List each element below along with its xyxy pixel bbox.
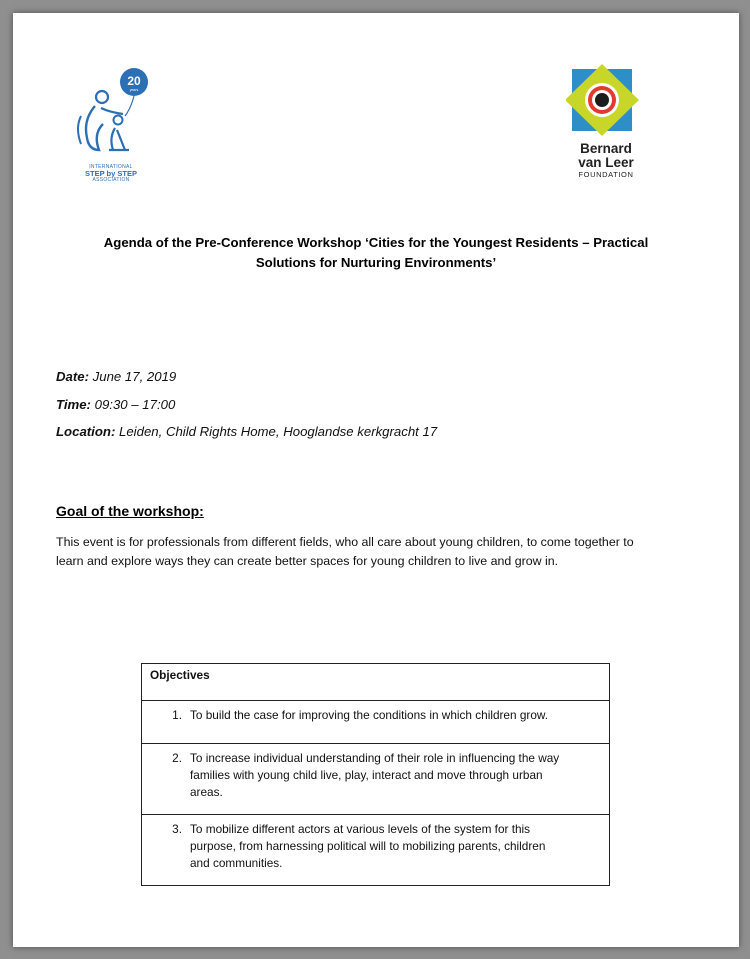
title-line1: Agenda of the Pre-Conference Workshop ‘Cities for the Youngest Residents – Practical — [103, 235, 649, 250]
objectives-table — [141, 663, 610, 886]
objective-text-line: To build the case for improving the conditions in which children grow. — [190, 708, 549, 722]
issa-line3: ASSOCIATION — [92, 177, 130, 184]
objectives-header-row — [142, 664, 610, 701]
objective-number: 2. — [172, 751, 182, 765]
objective-row — [142, 744, 610, 815]
issa-logo — [65, 58, 175, 193]
title-line2: Solutions for Nurturing Environments’ — [255, 255, 497, 270]
objective-row — [142, 701, 610, 744]
document-page — [13, 13, 739, 947]
objective-text-line: families with young child live, play, interact and move through urban — [190, 768, 543, 782]
objective-text-line: and communities. — [190, 856, 283, 870]
objective-number: 1. — [172, 708, 182, 722]
objective-text-line: To increase individual understanding of their role in influencing the way — [190, 751, 560, 765]
bvl-logo — [566, 63, 646, 193]
goal-heading: Goal of the workshop: — [56, 503, 204, 519]
objective-text-line: To mobilize different actors at various levels of the system for this — [190, 822, 531, 836]
document-title — [53, 233, 699, 273]
goal-paragraph — [56, 533, 696, 570]
issa-logo-graphic — [65, 58, 155, 163]
location-value: Leiden, Child Rights Home, Hooglandse kerkgracht 17 — [119, 424, 438, 439]
issa-wordmark — [71, 165, 151, 183]
badge-number: 20 — [127, 74, 141, 88]
date-value: June 17, 2019 — [92, 369, 177, 384]
objective-text-line: areas. — [190, 785, 223, 799]
location-line — [56, 424, 437, 439]
time-label: Time: — [56, 397, 91, 412]
date-line — [56, 369, 176, 384]
objective-text-line: purpose, from harnessing political will to mobilizing parents, children — [190, 839, 546, 853]
badge-sub: years — [129, 88, 139, 92]
objectives-header: Objectives — [142, 664, 610, 701]
objective-number: 3. — [172, 822, 182, 836]
bvl-logo-graphic — [566, 63, 646, 143]
issa-line2: STEP by STEP — [85, 169, 137, 179]
bvl-line1: Bernard — [580, 141, 632, 156]
goal-line1: This event is for professionals from different fields, who all care about young children, to come together to — [56, 535, 634, 549]
bvl-line2: van Leer — [578, 154, 634, 170]
location-label: Location: — [56, 424, 116, 439]
bvl-wordmark — [566, 142, 646, 178]
issa-line1: INTERNATIONAL — [89, 164, 133, 170]
date-label: Date: — [56, 369, 89, 384]
time-value: 09:30 – 17:00 — [94, 397, 176, 412]
goal-line2: learn and explore ways they can create better spaces for young children to live and grow in. — [56, 553, 559, 568]
objective-row — [142, 815, 610, 886]
time-line — [56, 397, 175, 412]
bvl-line3: FOUNDATION — [578, 169, 634, 179]
